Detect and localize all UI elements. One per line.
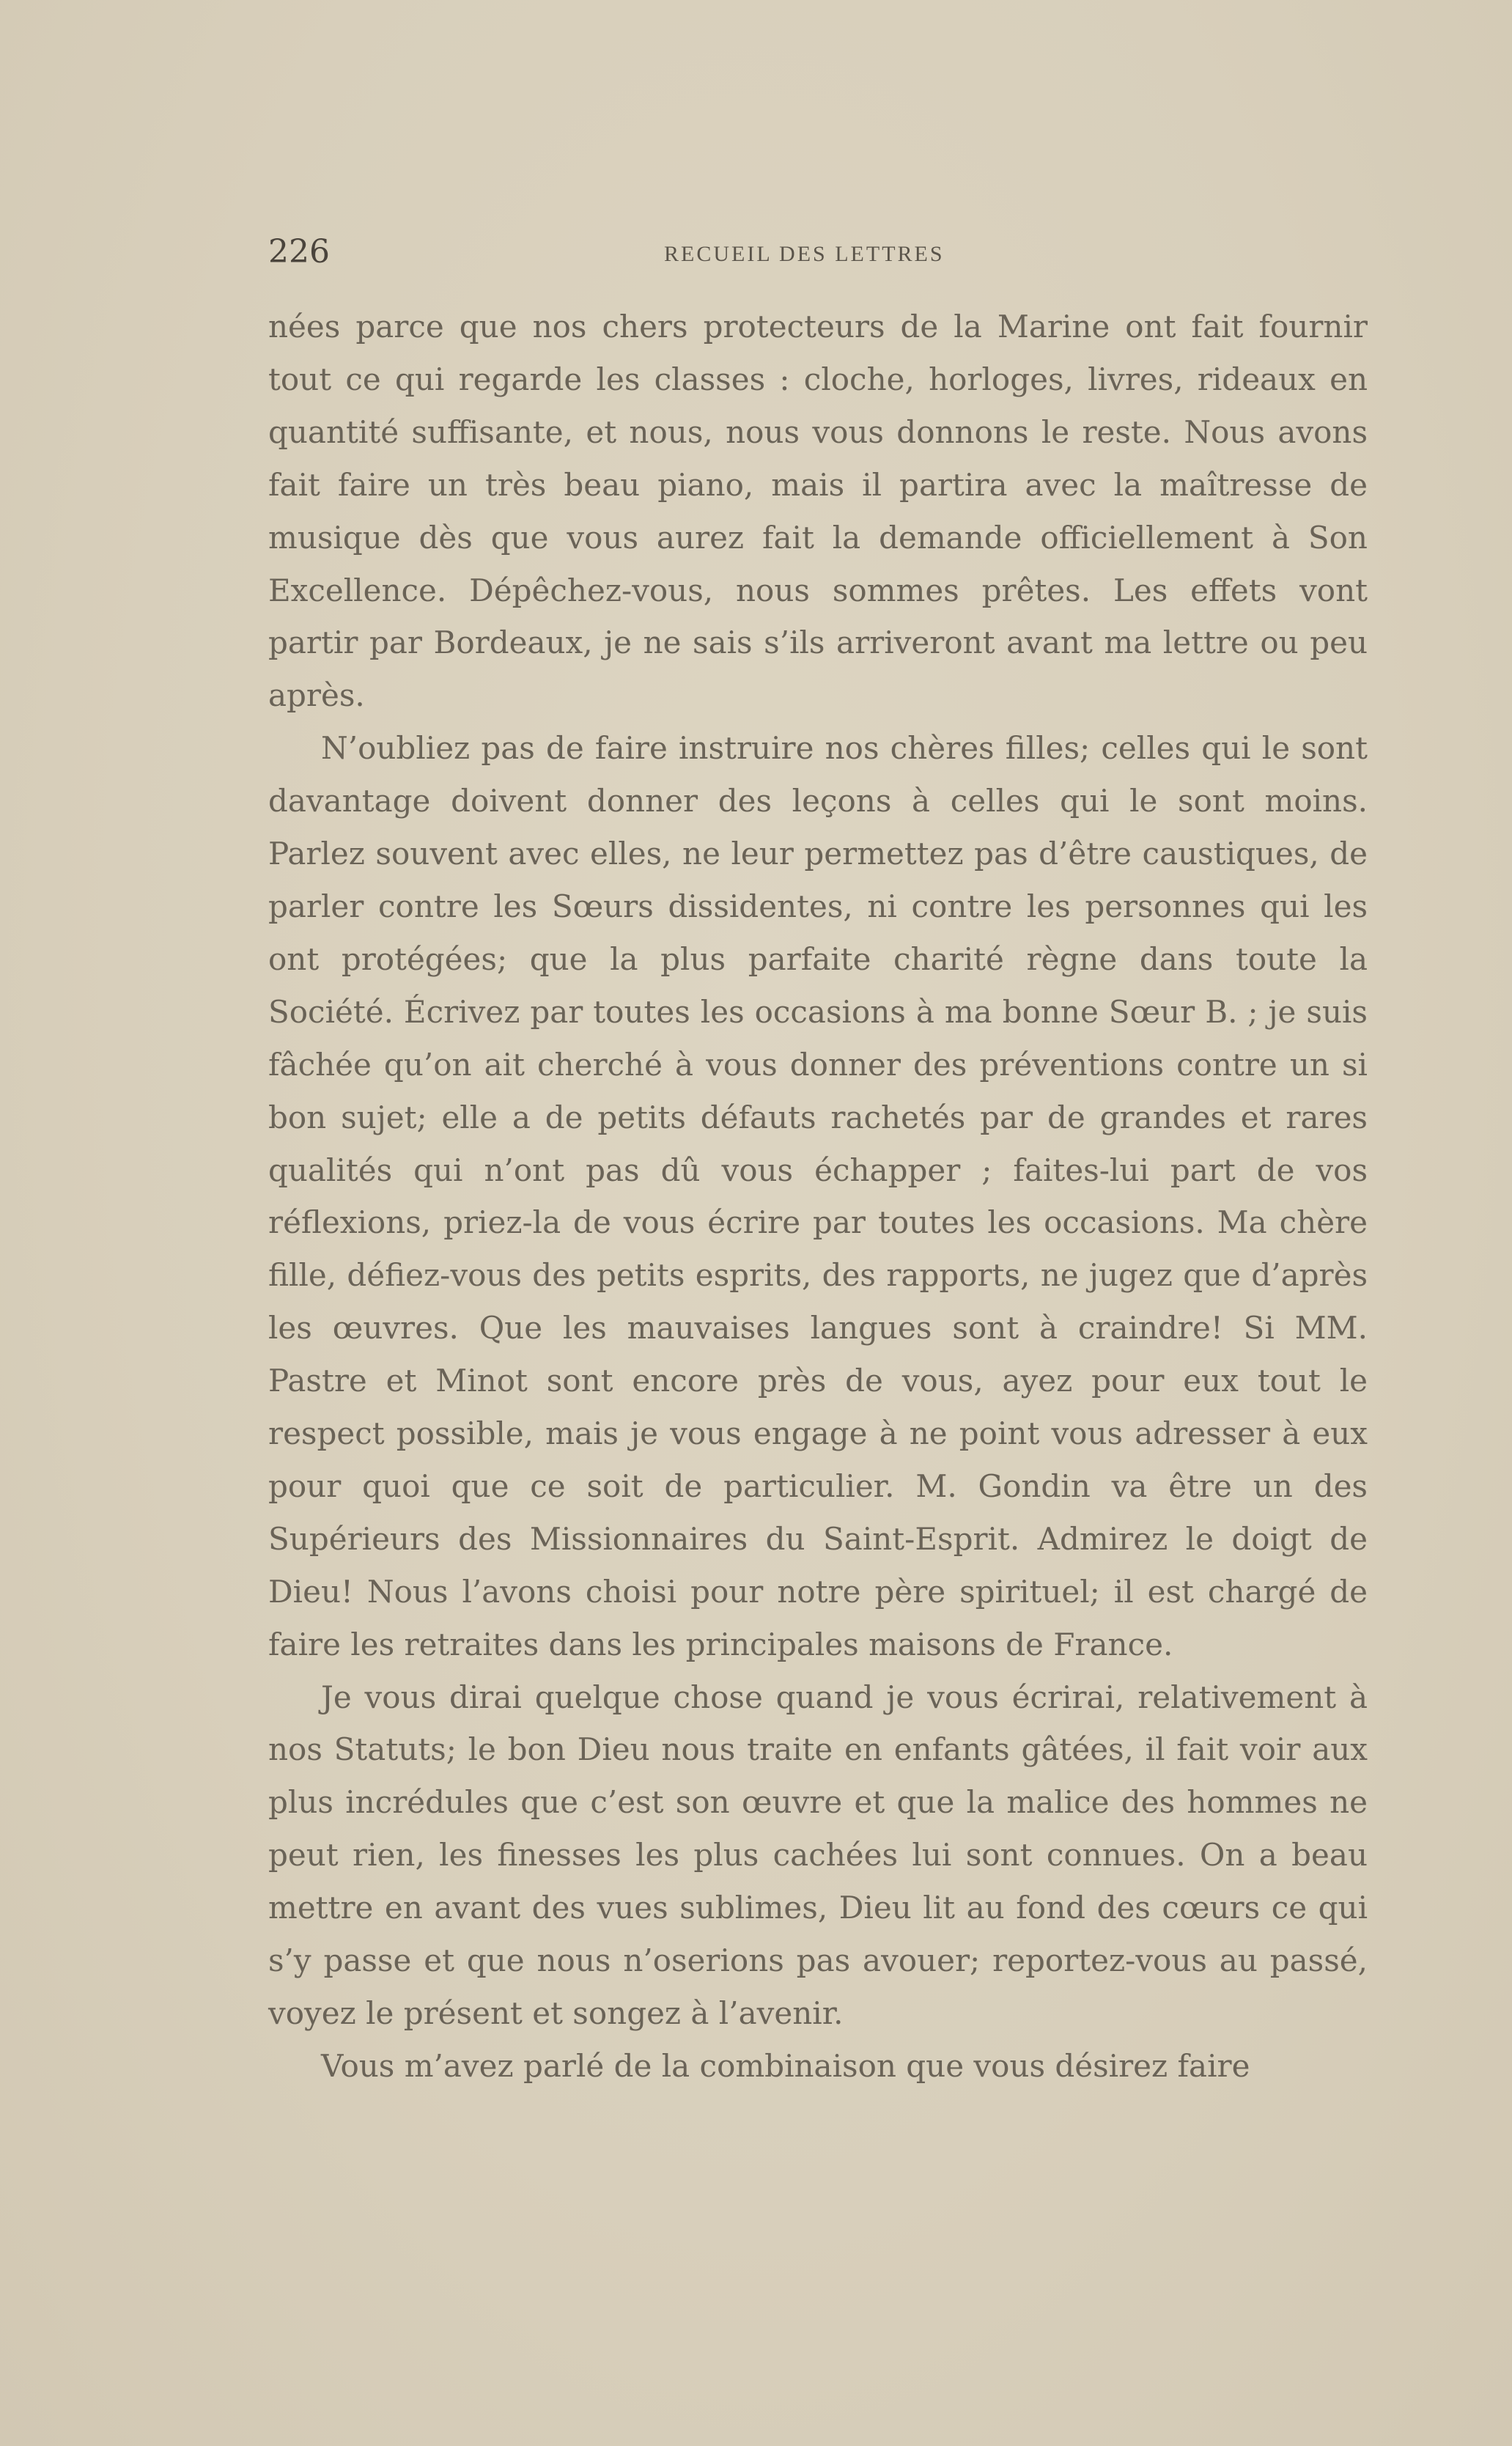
paragraph-2: N’oubliez pas de faire instruire nos chères filles; celles qui le sont davantage doivent donner des leçons à celles qui le sont moins. Parlez souvent avec elles, ne leur permettez pas d’être caustiques, de parler contre les Sœurs dissidentes, ni contre les personnes qui les ont protégées; que la plus parfaite charité règne dans toute la Société. Écrivez par toutes les occasions à ma bonne Sœur B. ; je suis fâchée qu’on ait cherché à vous donner des préventions contre un si bon sujet; elle a de petits défauts rachetés par de grandes et rares qualités qui n’ont pas dû vous échapper ; faites-lui part de vos réflexions, priez-la de vous écrire par toutes les occasions. Ma chère fille, défiez-vous des petits esprits, des rapports, ne jugez que d’après les œuvres. Que les mauvaises langues sont à craindre! Si MM. Pastre et Minot sont encore près de vous, ayez pour eux tout le respect possible, mais je vous engage à ne point vous adresser à eux pour quoi que ce soit de particulier. M. Gondin va être un des Supérieurs des Missionnaires du Saint-Esprit. Admirez le doigt de Dieu! Nous l’avons choisi pour notre père spirituel; il est chargé de faire les retraites dans les principales maisons de France. bbox=[268, 730, 1368, 1662]
page-number: 226 bbox=[268, 233, 330, 270]
paragraph-1: nées parce que nos chers protecteurs de la Marine ont fait fournir tout ce qui regarde les classes : cloche, horloges, livres, rideaux en quantité suffisante, et nous, nous vous donnons le reste. Nous avons fait faire un très beau piano, mais il partira avec la maîtresse de musique dès que vous aurez fait la demande officiellement à Son Excellence. Dépêchez-vous, nous sommes prêtes. Les effets vont partir par Bordeaux, je ne sais s’ils arriveront avant ma lettre ou peu après. bbox=[268, 309, 1368, 714]
paragraph-4: Vous m’avez parlé de la combinaison que vous désirez faire bbox=[321, 2047, 1250, 2084]
paragraph-3: Je vous dirai quelque chose quand je vous écrirai, relativement à nos Statuts; le bon Dieu nous traite en enfants gâtées, il fait voir aux plus incrédules que c’est son œuvre et que la malice des hommes ne peut rien, les finesses les plus cachées lui sont connues. On a beau mettre en avant des vues sublimes, Dieu lit au fond des cœurs ce qui s’y passe et que nous n’oserions pas avouer; reportez-vous au passé, voyez le présent et songez à l’avenir. bbox=[268, 1679, 1368, 2031]
page-header bbox=[268, 233, 1368, 277]
body-text bbox=[268, 301, 1368, 2093]
running-title: RECUEIL DES LETTRES bbox=[664, 242, 945, 266]
